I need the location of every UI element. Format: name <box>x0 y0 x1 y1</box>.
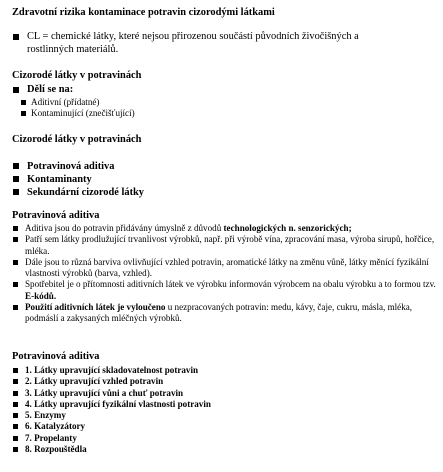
list-item <box>12 31 402 56</box>
square-bullet-icon <box>13 391 18 396</box>
additives-list <box>12 223 440 325</box>
category-label: Kontaminanty <box>27 174 92 185</box>
group-label: 3. Látky upravující vůni a chuť potravin <box>25 387 184 398</box>
square-bullet-icon <box>13 436 18 441</box>
square-bullet-icon <box>13 379 18 384</box>
square-bullet-icon <box>13 237 18 242</box>
list-item <box>12 279 440 302</box>
additives-text: u nezpracovaných potravin: medu, kávy, čaje, cukru, másla, mléka, podmáslí a zakysaných mléčných výrobků. <box>25 302 413 324</box>
group-label: 1. Látky upravující skladovatelnost potravin <box>25 365 199 375</box>
square-bullet-icon <box>13 176 19 182</box>
list-item <box>12 410 342 421</box>
additive-groups-list <box>12 365 342 455</box>
square-bullet-icon <box>13 305 18 310</box>
square-bullet-icon <box>21 100 26 105</box>
square-bullet-icon <box>13 34 19 40</box>
list-item <box>12 388 342 399</box>
sub-list-item <box>12 97 312 108</box>
list-item <box>12 302 440 325</box>
square-bullet-icon <box>13 260 18 265</box>
list-item <box>12 223 440 234</box>
group-label: 8. Rozpouštědla <box>25 444 87 455</box>
category-label: Sekundární cizorodé látky <box>27 187 145 198</box>
division-item: Kontaminující (znečišťující) <box>31 107 135 118</box>
group-label: 6. Katalyzátory <box>25 421 86 432</box>
square-bullet-icon <box>13 424 18 429</box>
section-heading: Potravinová aditiva <box>12 351 100 362</box>
section-heading: Potravinová aditiva <box>12 210 100 221</box>
list-item <box>12 173 312 186</box>
list-item <box>12 421 342 432</box>
list-item <box>12 257 440 280</box>
square-bullet-icon <box>13 282 18 287</box>
square-bullet-icon <box>13 368 18 373</box>
square-bullet-icon <box>13 447 18 452</box>
list-item <box>12 444 342 455</box>
additives-text: Spotřebitel je o přítomnosti aditivních látek ve výrobku informován výrobcem na obalu výrobku a to formou tzv. <box>25 279 436 290</box>
sub-list-item <box>12 108 312 119</box>
square-bullet-icon <box>13 189 19 195</box>
additives-emphasis: E-kódů. <box>25 290 57 301</box>
list-item <box>12 433 342 444</box>
group-label: 5. Enzymy <box>25 410 66 421</box>
additives-text: Dále jsou to různá barviva ovlivňující vzhled potravin, aromatické látky na změnu vůně, látky měnící fyzikální vlastnosti výrobků (barva, vzhled). <box>25 256 429 279</box>
square-bullet-icon <box>13 163 19 169</box>
division-label: Dělí se na: <box>27 84 74 95</box>
square-bullet-icon <box>13 226 18 231</box>
list-item <box>12 365 342 376</box>
division-item: Aditivní (přídatné) <box>31 96 100 107</box>
categories-list <box>12 160 312 199</box>
square-bullet-icon <box>13 87 19 93</box>
section-heading: Cizorodé látky v potravinách <box>12 134 142 145</box>
intro-text: CL = chemické látky, které nejsou přirozenou součástí původních živočišných a rostlinných materiálů. <box>27 31 359 55</box>
list-item <box>12 399 342 410</box>
list-item <box>12 160 312 173</box>
additives-text: Aditiva jsou do potravin přidávány úmyslně z důvodů <box>25 223 224 233</box>
square-bullet-icon <box>21 111 26 116</box>
category-label: Potravinová aditiva <box>27 161 115 172</box>
list-item <box>12 84 312 97</box>
additives-emphasis: technologických n. senzorických; <box>223 223 352 233</box>
division-list <box>12 84 312 119</box>
additives-text: Patří sem látky prodlužující trvanlivost výrobků, např. při výrobě vína, zpracování masa, výroba sirupů, hořčice, mléka. <box>25 234 435 256</box>
additives-emphasis: Použití aditivních látek je vyloučeno <box>25 302 166 313</box>
group-label: 7. Propelanty <box>25 432 77 443</box>
section-heading: Cizorodé látky v potravinách <box>12 70 142 81</box>
group-label: 2. Látky upravující vzhled potravin <box>25 376 164 387</box>
list-item <box>12 186 312 199</box>
page-title: Zdravotní rizika kontaminace potravin cizorodými látkami <box>12 7 275 18</box>
group-label: 4. Látky upravující fyzikální vlastnosti potravin <box>25 398 211 409</box>
square-bullet-icon <box>13 413 18 418</box>
list-item <box>12 234 440 257</box>
square-bullet-icon <box>13 402 18 407</box>
list-item <box>12 376 342 387</box>
intro-list <box>12 31 402 56</box>
